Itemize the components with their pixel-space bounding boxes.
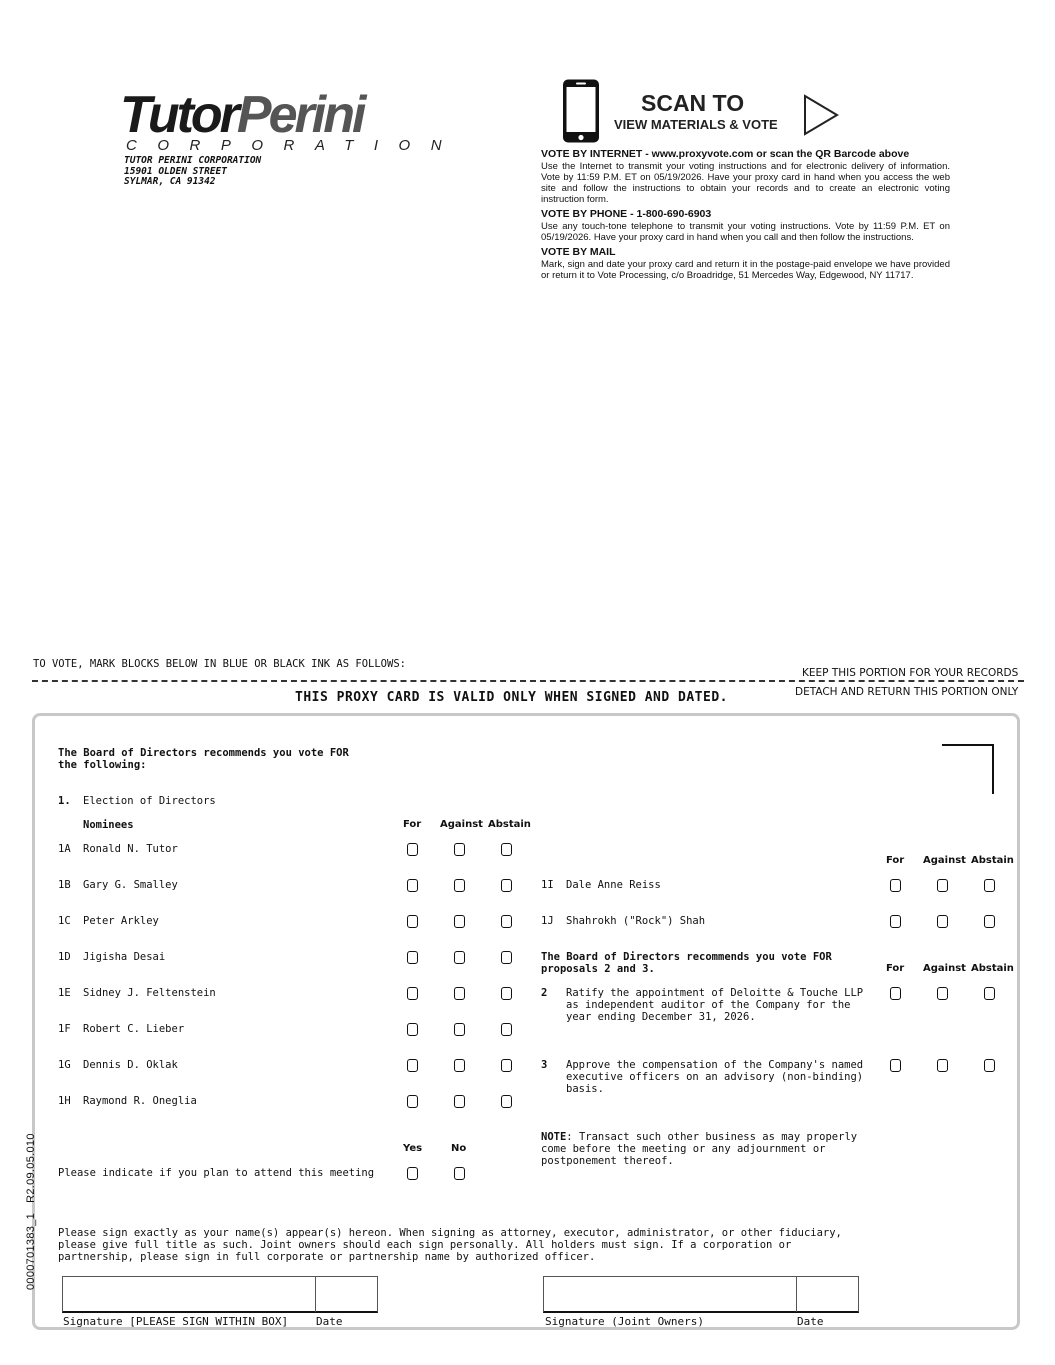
col-for-header-right: For — [886, 855, 905, 866]
against-checkbox[interactable] — [454, 1023, 465, 1036]
proposal-text-line3: year ending December 31, 2026. — [566, 1011, 756, 1023]
company-logo — [120, 86, 363, 144]
nominee-id: 1B — [58, 879, 71, 891]
col-against-header-right: Against — [923, 855, 966, 866]
abstain-checkbox[interactable] — [984, 879, 995, 892]
signing-instructions: Please sign exactly as your name(s) appear(s) hereon. When signing as attorney, executor, administrator, or other fiduciary, please give full title as such. Joint owners should each sign personally. All holders must sign. If a corporation or partnership, please sign in full corporate or partnership name by authorized officer. — [58, 1227, 842, 1263]
against-checkbox[interactable] — [454, 843, 465, 856]
note-line2: come before the meeting or any adjournment or — [541, 1143, 826, 1155]
abstain-checkbox[interactable] — [501, 1023, 512, 1036]
col-abstain-header-proposals: Abstain — [971, 963, 1014, 974]
nominee-id: 1A — [58, 843, 71, 855]
for-checkbox[interactable] — [890, 987, 901, 1000]
for-checkbox[interactable] — [407, 1095, 418, 1108]
against-checkbox[interactable] — [454, 951, 465, 964]
nominee-id: 1J — [541, 915, 554, 927]
note-line1 — [541, 1131, 857, 1143]
nominee-name: Dale Anne Reiss — [566, 879, 661, 891]
for-checkbox[interactable] — [407, 1059, 418, 1072]
proposal-text-line2: as independent auditor of the Company for the — [566, 999, 851, 1011]
for-checkbox[interactable] — [407, 843, 418, 856]
nominee-name: Raymond R. Oneglia — [83, 1095, 197, 1107]
board-recommend2-line1: The Board of Directors recommends you vote FOR — [541, 951, 832, 963]
joint-signature-box[interactable] — [543, 1276, 859, 1313]
ink-instructions: TO VOTE, MARK BLOCKS BELOW IN BLUE OR BLACK INK AS FOLLOWS: — [33, 658, 406, 670]
against-checkbox[interactable] — [454, 915, 465, 928]
abstain-checkbox[interactable] — [501, 879, 512, 892]
col-abstain-header-right: Abstain — [971, 855, 1014, 866]
vote-internet-text: Use the Internet to transmit your voting instructions and for electronic delivery of information. Vote by 11:59 P.M. ET on 05/19/2026. Have your proxy card in hand when you access the web site and follow the instructions to obtain your records and to create an electronic voting instruction form. — [541, 161, 950, 205]
keep-portion-label: KEEP THIS PORTION FOR YOUR RECORDS — [802, 667, 1019, 679]
nominee-id: 1I — [541, 879, 554, 891]
address-line1: TUTOR PERINI CORPORATION — [124, 155, 262, 166]
signature-label: Signature [PLEASE SIGN WITHIN BOX] — [63, 1315, 289, 1328]
nominees-header: Nominees — [83, 819, 134, 831]
for-checkbox[interactable] — [890, 1059, 901, 1072]
nominee-name: Robert C. Lieber — [83, 1023, 185, 1035]
nominee-name: Peter Arkley — [83, 915, 159, 927]
nominee-id: 1C — [58, 915, 71, 927]
proposal-text-line3: basis. — [566, 1083, 604, 1095]
proposal-text-line1: Ratify the appointment of Deloitte & Touche LLP — [566, 987, 864, 999]
address-line3: SYLMAR, CA 91342 — [124, 176, 216, 187]
col-for-header: For — [403, 819, 422, 830]
proposal-text-line2: executive officers on an advisory (non-binding) — [566, 1071, 864, 1083]
col-yes-header: Yes — [403, 1143, 423, 1154]
attend-label: Please indicate if you plan to attend this meeting — [58, 1167, 375, 1179]
nominee-name: Sidney J. Feltenstein — [83, 987, 216, 999]
scan-subtitle: VIEW MATERIALS & VOTE — [614, 117, 778, 132]
against-checkbox[interactable] — [454, 879, 465, 892]
abstain-checkbox[interactable] — [501, 987, 512, 1000]
against-checkbox[interactable] — [454, 987, 465, 1000]
nominee-id: 1E — [58, 987, 71, 999]
phone-icon — [561, 78, 601, 144]
against-checkbox[interactable] — [454, 1095, 465, 1108]
vote-mail-title: VOTE BY MAIL — [541, 246, 616, 258]
proposal-number: 3 — [541, 1059, 548, 1071]
signature-box[interactable] — [62, 1276, 378, 1313]
play-arrow-icon — [802, 94, 840, 136]
against-checkbox[interactable] — [454, 1059, 465, 1072]
company-address — [124, 156, 261, 188]
nominee-id: 1F — [58, 1023, 71, 1035]
for-checkbox[interactable] — [407, 951, 418, 964]
col-abstain-header: Abstain — [488, 819, 531, 830]
note-line3: postponement thereof. — [541, 1155, 674, 1167]
for-checkbox[interactable] — [890, 879, 901, 892]
detach-dashed-line — [32, 680, 1024, 682]
against-checkbox[interactable] — [937, 915, 948, 928]
abstain-checkbox[interactable] — [501, 1059, 512, 1072]
nominee-id: 1H — [58, 1095, 71, 1107]
abstain-checkbox[interactable] — [984, 987, 995, 1000]
board-recommend-line1: The Board of Directors recommends you vote FOR — [58, 747, 349, 759]
for-checkbox[interactable] — [890, 915, 901, 928]
for-checkbox[interactable] — [407, 915, 418, 928]
for-checkbox[interactable] — [407, 987, 418, 1000]
col-against-header: Against — [440, 819, 483, 830]
vote-mail-text: Mark, sign and date your proxy card and return it in the postage-paid envelope we have provided or return it to Vote Processing, c/o Broadridge, 51 Mercedes Way, Edgewood, NY 11717. — [541, 259, 950, 281]
against-checkbox[interactable] — [937, 1059, 948, 1072]
proposal-text-line1: Approve the compensation of the Company's named — [566, 1059, 864, 1071]
date-label: Date — [316, 1315, 343, 1328]
nominee-name: Dennis D. Oklak — [83, 1059, 178, 1071]
vote-phone-text: Use any touch-tone telephone to transmit your voting instructions. Vote by 11:59 P.M. ET on 05/19/2026. Have your proxy card in hand when you call and then follow the instructions. — [541, 221, 950, 243]
nominee-name: Jigisha Desai — [83, 951, 166, 963]
logo-name-part2: Perini — [236, 86, 364, 144]
joint-date-label: Date — [797, 1315, 824, 1328]
board-recommend2-line2: proposals 2 and 3. — [541, 963, 655, 975]
item1-number: 1. — [58, 795, 71, 807]
vote-phone-title: VOTE BY PHONE - 1-800-690-6903 — [541, 208, 712, 220]
col-no-header: No — [451, 1143, 467, 1154]
voting-methods — [541, 148, 950, 284]
note-label: NOTE — [541, 1131, 567, 1143]
board-recommend-line2: the following: — [58, 759, 147, 771]
note-text: : Transact such other business as may properly — [566, 1131, 858, 1143]
logo-subtitle: CORPORATION — [126, 137, 463, 154]
nominee-name: Ronald N. Tutor — [83, 843, 178, 855]
signature-date-divider — [315, 1276, 316, 1312]
nominee-name: Shahrokh ("Rock") Shah — [566, 915, 706, 927]
nominee-id: 1G — [58, 1059, 71, 1071]
against-checkbox[interactable] — [937, 987, 948, 1000]
for-checkbox[interactable] — [407, 1023, 418, 1036]
logo-name-part1: Tutor — [120, 86, 237, 144]
valid-notice: THIS PROXY CARD IS VALID ONLY WHEN SIGNED AND DATED. — [295, 690, 728, 705]
attend-no-checkbox[interactable] — [454, 1167, 465, 1180]
detach-notice: DETACH AND RETURN THIS PORTION ONLY — [795, 686, 1019, 698]
abstain-checkbox[interactable] — [501, 843, 512, 856]
col-for-header-proposals: For — [886, 963, 905, 974]
scan-title: SCAN TO — [641, 90, 745, 116]
col-against-header-proposals: Against — [923, 963, 966, 974]
abstain-checkbox[interactable] — [501, 1095, 512, 1108]
abstain-checkbox[interactable] — [501, 951, 512, 964]
nominee-name: Gary G. Smalley — [83, 879, 178, 891]
for-checkbox[interactable] — [407, 879, 418, 892]
vote-internet-title: VOTE BY INTERNET - www.proxyvote.com or scan the QR Barcode above — [541, 148, 910, 160]
abstain-checkbox[interactable] — [984, 915, 995, 928]
document-id: 0000701383_1 R2.09.05.010 — [25, 1133, 37, 1290]
abstain-checkbox[interactable] — [984, 1059, 995, 1072]
address-line2: 15901 OLDEN STREET — [124, 165, 227, 177]
proposal-number: 2 — [541, 987, 548, 999]
abstain-checkbox[interactable] — [501, 915, 512, 928]
joint-signature-date-divider — [796, 1276, 797, 1312]
attend-yes-checkbox[interactable] — [407, 1167, 418, 1180]
item1-label: Election of Directors — [83, 795, 216, 807]
against-checkbox[interactable] — [937, 879, 948, 892]
nominee-id: 1D — [58, 951, 71, 963]
corner-mark — [942, 744, 994, 794]
joint-signature-label: Signature (Joint Owners) — [545, 1315, 704, 1328]
